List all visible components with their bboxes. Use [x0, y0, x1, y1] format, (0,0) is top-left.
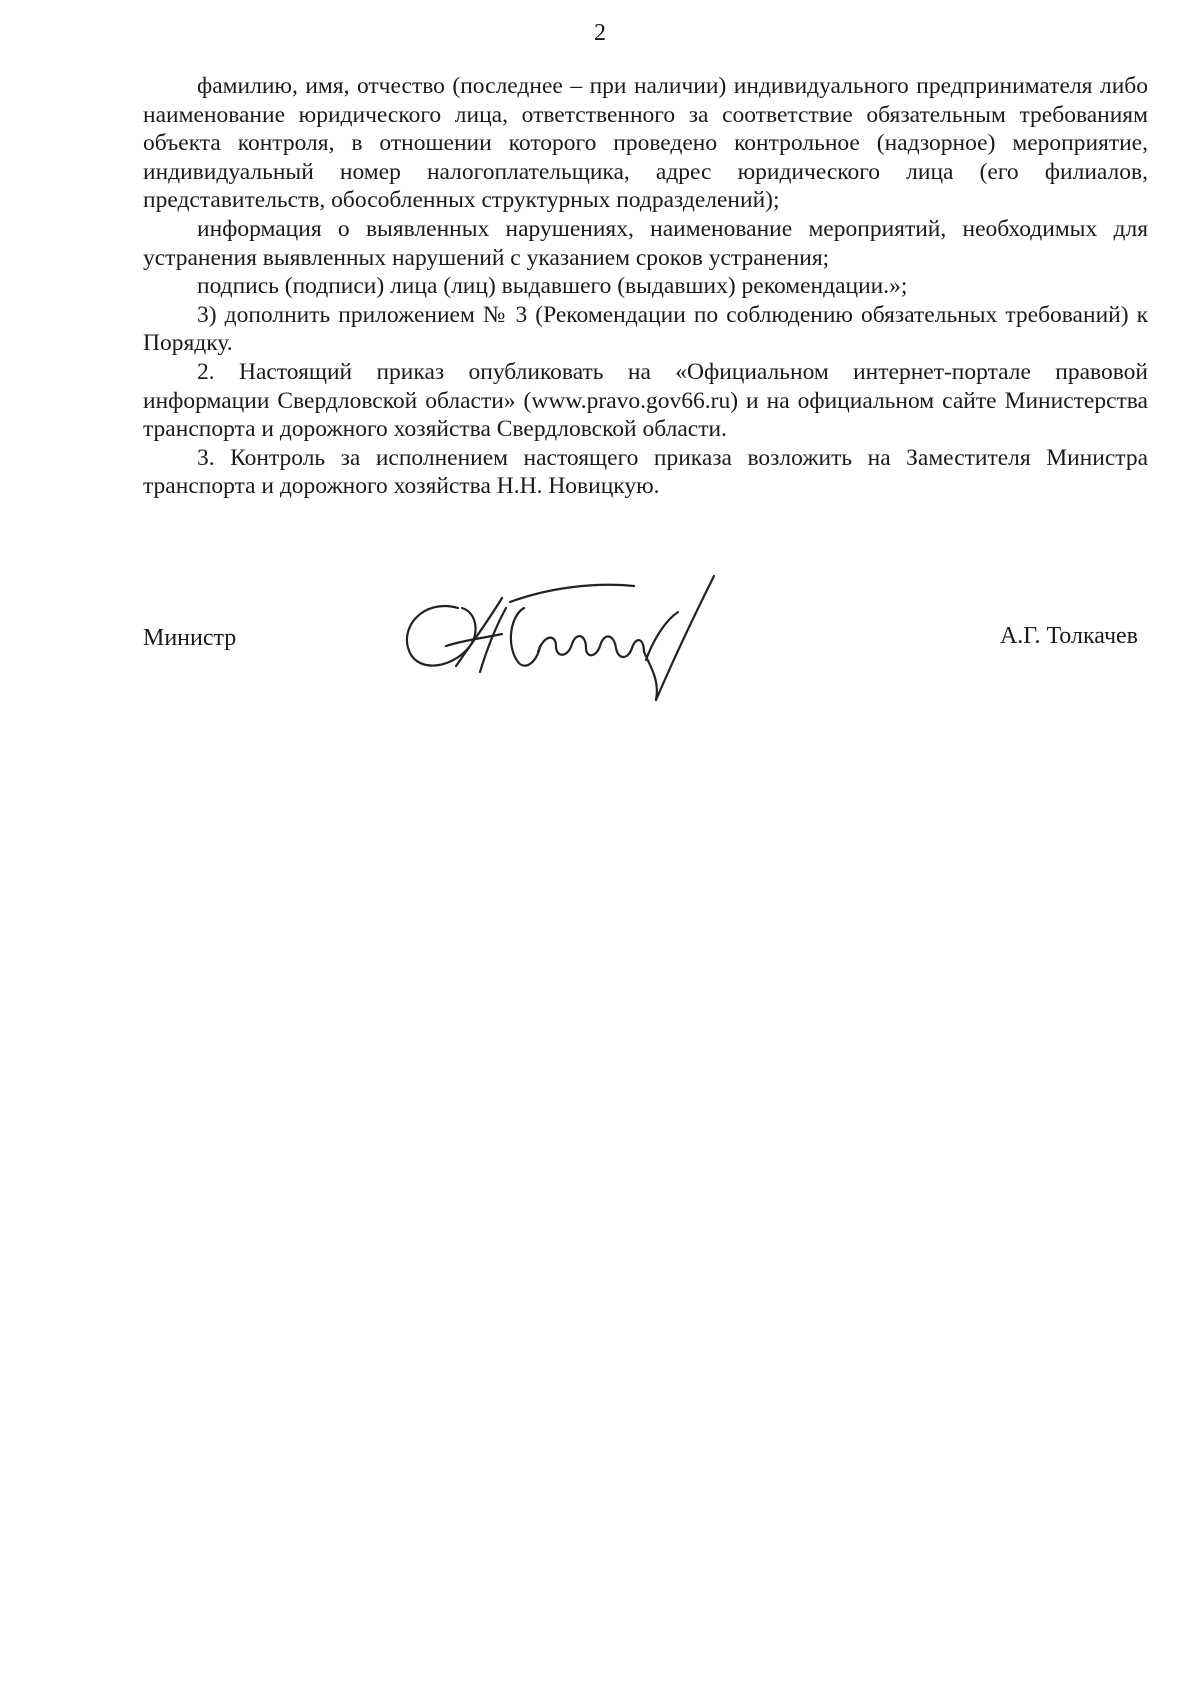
- paragraph-signature-requisite: подпись (подписи) лица (лиц) выдавшего (выдавших) рекомендации.»;: [197, 273, 908, 300]
- paragraph-control: 3. Контроль за исполнением настоящего приказа возложить на Заместителя Министра транспорта и дорожного хозяйства Н.Н. Новицкую.: [143, 444, 1148, 500]
- paragraph-violations-info: информация о выявленных нарушениях, наименование мероприятий, необходимых для устранения выявленных нарушений с указанием сроков устранения;: [143, 215, 1148, 271]
- handwritten-signature: [398, 568, 728, 708]
- paragraph-publication: 2. Настоящий приказ опубликовать на «Официальном интернет-портале правовой информации Свердловской области» (www.pravo.gov66.ru) и на официальном сайте Министерства транспорта и дорожного хозяйства Свердловской области.: [143, 358, 1148, 443]
- page-number: 2: [594, 20, 606, 46]
- signatory-name: А.Г. Толкачев: [999, 623, 1138, 649]
- paragraph-appendix-3: 3) дополнить приложением № 3 (Рекомендации по соблюдению обязательных требований) к Порядку.: [143, 301, 1148, 357]
- document-body: [143, 72, 1148, 501]
- signatory-title: Министр: [143, 625, 237, 651]
- paragraph-contents-requisites: фамилию, имя, отчество (последнее – при наличии) индивидуального предпринимателя либо наименование юридического лица, ответственного за соответствие обязательным требованиям объекта контроля, в отношении которого проведено контрольное (надзорное) мероприятие, индивидуальный номер налогоплательщика, адрес юридического лица (его филиалов, представительств, обособленных структурных подразделений);: [143, 73, 1148, 214]
